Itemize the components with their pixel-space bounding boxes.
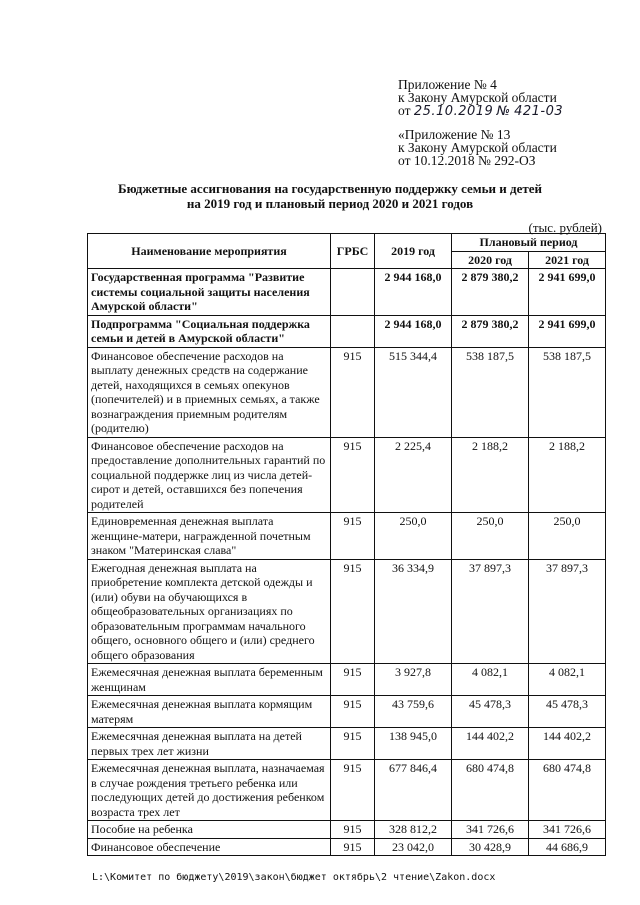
cell-name: Ежемесячная денежная выплата, назначаемая в случае рождения третьего ребенка или последующих детей до достижения ребенком возраста трех лет xyxy=(88,760,331,821)
table-row xyxy=(88,664,606,696)
cell-name: Финансовое обеспечение расходов на выплату денежных средств на содержание детей, находящихся в семьях опекунов (попечителей) и в приемных семьях, а также вознаграждения приемным родителям (родителю) xyxy=(88,347,331,437)
cell-name: Финансовое обеспечение расходов на предоставление дополнительных гарантий по социальной поддержке лиц из числа детей-сирот и детей, оставшихся без попечения родителей xyxy=(88,437,331,513)
appendix-current-date-line xyxy=(398,104,563,118)
cell-name: Ежемесячная денежная выплата кормящим матерям xyxy=(88,696,331,728)
cell-name: Пособие на ребенка xyxy=(88,821,331,839)
cell-grbs xyxy=(331,269,375,316)
table-row xyxy=(88,269,606,316)
table-row xyxy=(88,315,606,347)
cell-grbs: 915 xyxy=(331,728,375,760)
cell-2020: 4 082,1 xyxy=(452,664,529,696)
cell-2020: 144 402,2 xyxy=(452,728,529,760)
cell-2021: 680 474,8 xyxy=(529,760,606,821)
cell-name: Ежемесячная денежная выплата на детей первых трех лет жизни xyxy=(88,728,331,760)
appendix-previous-law: к Закону Амурской области xyxy=(398,140,557,155)
appendix-current-title: Приложение № 4 xyxy=(398,77,497,92)
budget-table xyxy=(87,233,606,856)
cell-2021: 37 897,3 xyxy=(529,559,606,664)
cell-2021: 2 941 699,0 xyxy=(529,269,606,316)
cell-grbs: 915 xyxy=(331,821,375,839)
handwritten-date: 25.10.2019 xyxy=(413,104,494,119)
cell-2019: 43 759,6 xyxy=(375,696,452,728)
cell-2019: 2 944 168,0 xyxy=(375,315,452,347)
header-grbs: ГРБС xyxy=(331,234,375,269)
cell-name: Ежегодная денежная выплата на приобретение комплекта детской одежды и (или) обуви на обучающихся в общеобразовательных организациях по образовательным программам начального общего, основного общего и (или) среднего общего образования xyxy=(88,559,331,664)
cell-grbs: 915 xyxy=(331,760,375,821)
cell-2020: 2 879 380,2 xyxy=(452,269,529,316)
cell-2019: 328 812,2 xyxy=(375,821,452,839)
cell-2021: 250,0 xyxy=(529,513,606,560)
cell-name: Финансовое обеспечение xyxy=(88,838,331,856)
cell-name: Единовременная денежная выплата женщине-матери, награжденной почетным знаком "Материнская слава" xyxy=(88,513,331,560)
table-body xyxy=(88,269,606,856)
cell-2019: 250,0 xyxy=(375,513,452,560)
cell-2020: 680 474,8 xyxy=(452,760,529,821)
cell-name: Государственная программа "Развитие системы социальной защиты населения Амурской области" xyxy=(88,269,331,316)
cell-2020: 2 879 380,2 xyxy=(452,315,529,347)
cell-2021: 45 478,3 xyxy=(529,696,606,728)
cell-2019: 138 945,0 xyxy=(375,728,452,760)
cell-2019: 23 042,0 xyxy=(375,838,452,856)
cell-grbs: 915 xyxy=(331,696,375,728)
cell-2019: 36 334,9 xyxy=(375,559,452,664)
cell-grbs: 915 xyxy=(331,347,375,437)
table-row xyxy=(88,760,606,821)
handwritten-number: 421-03 xyxy=(514,104,564,119)
table-row xyxy=(88,347,606,437)
table-row xyxy=(88,437,606,513)
cell-2021: 2 941 699,0 xyxy=(529,315,606,347)
cell-grbs: 915 xyxy=(331,838,375,856)
cell-2021: 2 188,2 xyxy=(529,437,606,513)
cell-2019: 677 846,4 xyxy=(375,760,452,821)
appendix-previous-date: от 10.12.2018 № 292-ОЗ xyxy=(398,153,536,168)
appendix-current xyxy=(398,78,563,118)
document-title-line2: на 2019 год и плановый период 2020 и 2021 годов xyxy=(186,196,474,211)
cell-2020: 341 726,6 xyxy=(452,821,529,839)
header-2020: 2020 год xyxy=(452,251,529,269)
cell-2019: 515 344,4 xyxy=(375,347,452,437)
cell-2020: 37 897,3 xyxy=(452,559,529,664)
cell-grbs: 915 xyxy=(331,513,375,560)
cell-2021: 144 402,2 xyxy=(529,728,606,760)
table-row xyxy=(88,821,606,839)
cell-2020: 250,0 xyxy=(452,513,529,560)
cell-2021: 341 726,6 xyxy=(529,821,606,839)
header-planned-period: Плановый период xyxy=(452,234,606,252)
cell-2021: 4 082,1 xyxy=(529,664,606,696)
table-row xyxy=(88,513,606,560)
units-label: (тыс. рублей) xyxy=(528,220,602,235)
cell-2021: 44 686,9 xyxy=(529,838,606,856)
handwritten-number-prefix: № xyxy=(496,104,511,119)
cell-2020: 2 188,2 xyxy=(452,437,529,513)
header-2019: 2019 год xyxy=(375,234,452,269)
document-title xyxy=(60,181,600,211)
cell-2020: 538 187,5 xyxy=(452,347,529,437)
cell-grbs xyxy=(331,315,375,347)
cell-grbs: 915 xyxy=(331,664,375,696)
appendix-current-date-prefix: от xyxy=(398,103,411,118)
cell-2020: 45 478,3 xyxy=(452,696,529,728)
table-row xyxy=(88,728,606,760)
cell-2019: 3 927,8 xyxy=(375,664,452,696)
table-row xyxy=(88,559,606,664)
file-path-footer: L:\Комитет по бюджету\2019\закон\бюджет октябрь\2 чтение\Zakon.docx xyxy=(92,872,496,883)
table-row xyxy=(88,696,606,728)
cell-name: Подпрограмма "Социальная поддержка семьи и детей в Амурской области" xyxy=(88,315,331,347)
cell-2019: 2 225,4 xyxy=(375,437,452,513)
cell-grbs: 915 xyxy=(331,437,375,513)
cell-2019: 2 944 168,0 xyxy=(375,269,452,316)
table-row xyxy=(88,838,606,856)
cell-grbs: 915 xyxy=(331,559,375,664)
appendix-previous xyxy=(398,128,557,167)
header-2021: 2021 год xyxy=(529,251,606,269)
cell-2020: 30 428,9 xyxy=(452,838,529,856)
appendix-current-law: к Закону Амурской области xyxy=(398,90,557,105)
appendix-previous-title: «Приложение № 13 xyxy=(398,127,511,142)
cell-2021: 538 187,5 xyxy=(529,347,606,437)
document-title-line1: Бюджетные ассигнования на государственную поддержку семьи и детей xyxy=(118,181,542,196)
cell-name: Ежемесячная денежная выплата беременным женщинам xyxy=(88,664,331,696)
header-name: Наименование мероприятия xyxy=(88,234,331,269)
